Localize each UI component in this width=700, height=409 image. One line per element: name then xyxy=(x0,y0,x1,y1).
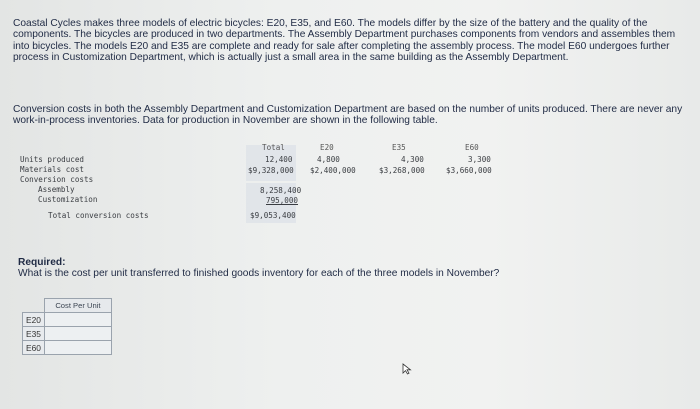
materials-e20: $2,400,000 xyxy=(310,166,356,175)
required-question: What is the cost per unit transferred to finished goods inventory for each of the three models in November? xyxy=(18,268,500,279)
units-e60: 3,300 xyxy=(468,155,491,164)
materials-total: $9,328,000 xyxy=(248,166,294,175)
row-materials-label: Materials cost xyxy=(20,165,85,174)
row-units-label: Units produced xyxy=(20,155,85,164)
conversion-note: Conversion costs in both the Assembly Department and Customization Department are based on the number of units produced. There are never any work-in-process inventories. Data for production in November are shown in the following table. xyxy=(13,104,683,127)
cost-per-unit-e20-input[interactable] xyxy=(44,313,111,327)
problem-intro: Coastal Cycles makes three models of electric bicycles: E20, E35, and E60. The models differ by the size of the battery and the quality of the components. The bicycles are produced in two departments. The Assembly Department purchases components from vendors and assembles them into bicycles. The models E20 and E35 are complete and ready for sale after completing the assembly process. The model E60 undergoes further process in Customization Department, which is actually just a small area in the same building as the Assembly Department. xyxy=(13,18,676,63)
row-total-conv-label: Total conversion costs xyxy=(48,211,149,220)
answer-table xyxy=(22,298,112,355)
assembly-total: 8,258,400 xyxy=(260,186,302,195)
units-total: 12,400 xyxy=(265,155,293,164)
answer-row-label-e60: E60 xyxy=(23,341,45,355)
units-e35: 4,300 xyxy=(401,155,424,164)
col-e20-header: E20 xyxy=(320,143,334,152)
total-conv-total: $9,053,400 xyxy=(250,211,296,220)
row-customization-label: Customization xyxy=(38,195,98,204)
customization-total: 795,000 xyxy=(266,196,299,205)
materials-e35: $3,268,000 xyxy=(379,166,425,175)
units-e20: 4,800 xyxy=(317,155,340,164)
cost-per-unit-e60-input[interactable] xyxy=(44,341,111,355)
row-conversion-label: Conversion costs xyxy=(20,175,94,184)
materials-e60: $3,660,000 xyxy=(446,166,492,175)
answer-row-label-e35: E35 xyxy=(23,327,45,341)
col-e35-header: E35 xyxy=(392,143,406,152)
cost-per-unit-e35-input[interactable] xyxy=(44,327,111,341)
answer-corner xyxy=(23,299,45,313)
col-e60-header: E60 xyxy=(465,143,479,152)
row-assembly-label: Assembly xyxy=(38,185,75,194)
required-heading: Required: xyxy=(18,257,66,268)
col-total-header: Total xyxy=(262,143,285,152)
answer-col-header: Cost Per Unit xyxy=(44,299,111,313)
answer-row-label-e20: E20 xyxy=(23,313,45,327)
